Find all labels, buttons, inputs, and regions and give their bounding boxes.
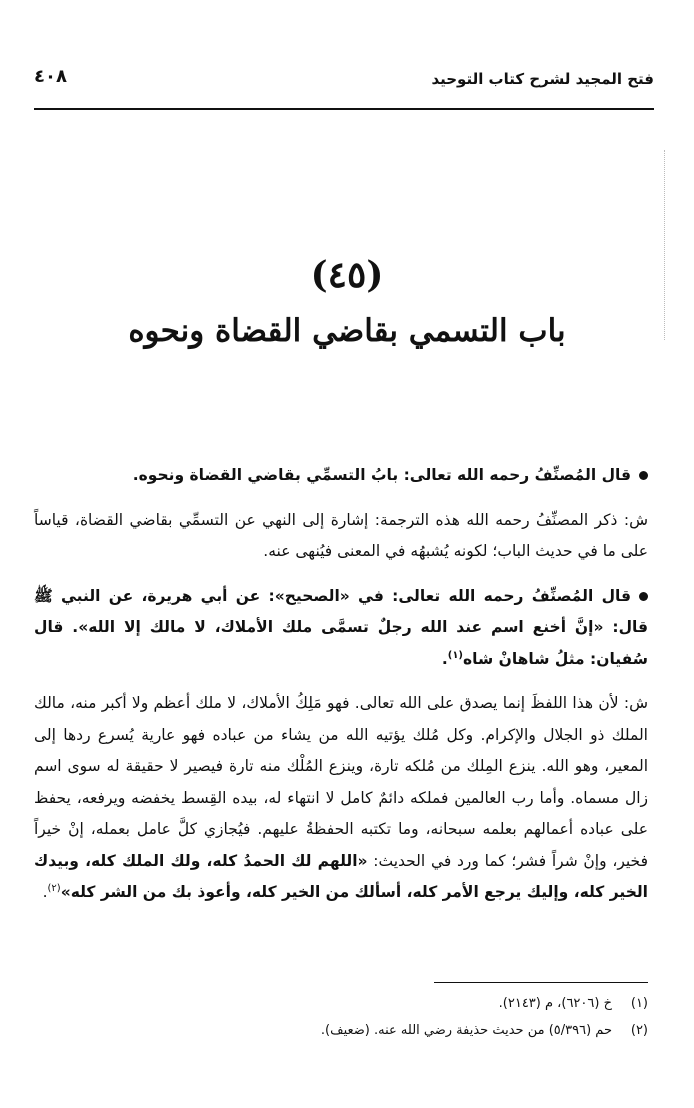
paragraph-commentary-2: ش: لأن هذا اللفظَ إنما يصدق على الله تعالى. فهو مَلِكُ الأملاك، لا ملك أعظم ولا أكبر منه، مالك الملك ذو الجلال والإكرام. وكل مُلك يؤتيه الله من يشاء من عباده فهو عارية يُسرع ردها إلى المعير، وهو الله. ينزع المِلك من مُلكه تارة، وينزع المُلْك منه تارة فيصير لا حقيقة له سوى اسم زال مسماه. وأما رب العالمين فملكه دائمٌ كامل لا انتهاء له، بيده القِسط يخفضه ويرفعه، يحفظ على عباده أعمالهم بعلمه سبحانه، وما تكتبه الحفظةُ عليهم. فيُجازي كلَّ عامل بعمله، إنْ خيراً فخير، وإنْ شراً فشر؛ كما ورد في الحديث: «اللهم لك الحمدُ كله، ولك الملك كله، وبيدك الخير كله، وإليك يرجع الأمر كله، أسألك من الخير كله، وأعوذ بك من الشر كله»$^{(٢)}$. (34, 694, 648, 901)
footnote-number: (٢) (630, 1023, 648, 1038)
footnote-rule (434, 982, 648, 983)
footnote-2 (34, 1017, 648, 1044)
chapter-title: باب التسمي بقاضي القضاة ونحوه (128, 313, 566, 349)
page-header (34, 62, 654, 102)
footnotes (34, 990, 648, 1044)
paragraph-text: قال المُصنِّفُ رحمه الله تعالى: بابُ التسمِّي بقاضي القضاة ونحوه. (132, 466, 631, 484)
bullet-icon (639, 592, 648, 601)
chapter-number: (٤٥) (310, 254, 384, 296)
footnote-ref-1[interactable]: (١) (447, 649, 463, 661)
header-rule (34, 108, 654, 110)
hadith-quote: «اللهم لك الحمدُ كله، ولك الملك كله، وبيدك الخير كله، وإليك يرجع الأمر كله، أسألك من الخير كله، وأعوذ بك من الشر كله» (34, 851, 648, 901)
paragraph-hadith: قال المُصنِّفُ رحمه الله تعالى: في «الصحيح»: عن أبي هريرة، عن النبي ﷺ قال: «إنَّ أخنع اسم عند الله رجلٌ تسمَّى ملك الأملاك، لا مالك إلا الله». قال سُفيان: مثلُ شاهانْ شاه$^{(١)}$. (34, 586, 648, 668)
page-number: ٤٠٨ (34, 66, 67, 87)
body-text (34, 460, 648, 922)
bullet-icon (639, 471, 648, 480)
paragraph-text: ش: لأن هذا اللفظَ إنما يصدق على الله تعالى. فهو مَلِكُ الأملاك، لا ملك أعظم ولا أكبر منه، مالك الملك ذو الجلال والإكرام. وكل مُلك يؤتيه الله من يشاء من عباده فهو عارية يُسرع ردها إلى المعير، وهو الله. ينزع المِلك من مُلكه تارة، وينزع المُلْك منه تارة فيصير لا حقيقة له سوى اسم زال مسماه. وأما رب العالمين فملكه دائمٌ كامل لا انتهاء له، بيده القِسط يخفضه ويرفعه، يحفظ على عباده أعمالهم بعلمه سبحانه، وما تكتبه الحفظةُ عليهم. فيُجازي كلَّ عامل بعمله، إنْ خيراً فخير، وإنْ شراً فشر؛ كما ورد في الحديث: (34, 694, 648, 870)
margin-line (664, 150, 665, 340)
footnote-1 (34, 990, 648, 1017)
footnote-text: حم (٥/٣٩٦) من حديث حذيفة رضي الله عنه. (ضعيف). (320, 1023, 612, 1038)
paragraph-author-quote (34, 460, 648, 492)
footnote-number: (١) (630, 996, 648, 1011)
running-title: فتح المجيد لشرح كتاب التوحيد (431, 70, 654, 88)
paragraph-text: ش: ذكر المصنِّفُ رحمه الله هذه الترجمة: إشارة إلى النهي عن التسمِّي بقاضي القضاة، قياساً على ما في حديث الباب؛ لكونه يُشبهُه في المعنى فيُنهى عنه. (34, 510, 648, 560)
paragraph-text: قال المُصنِّفُ رحمه الله تعالى: في «الصحيح»: عن أبي هريرة، عن النبي ﷺ قال: «إنَّ أخنع اسم عند الله رجلٌ تسمَّى ملك الأملاك، لا مالك إلا الله». قال سُفيان: مثلُ شاهانْ شاه (34, 586, 648, 668)
footnote-ref-2[interactable]: (٢) (47, 882, 61, 894)
paragraph-commentary-1 (34, 505, 648, 568)
footnote-text: خ (٦٢٠٦)، م (٢١٤٣). (498, 996, 612, 1011)
